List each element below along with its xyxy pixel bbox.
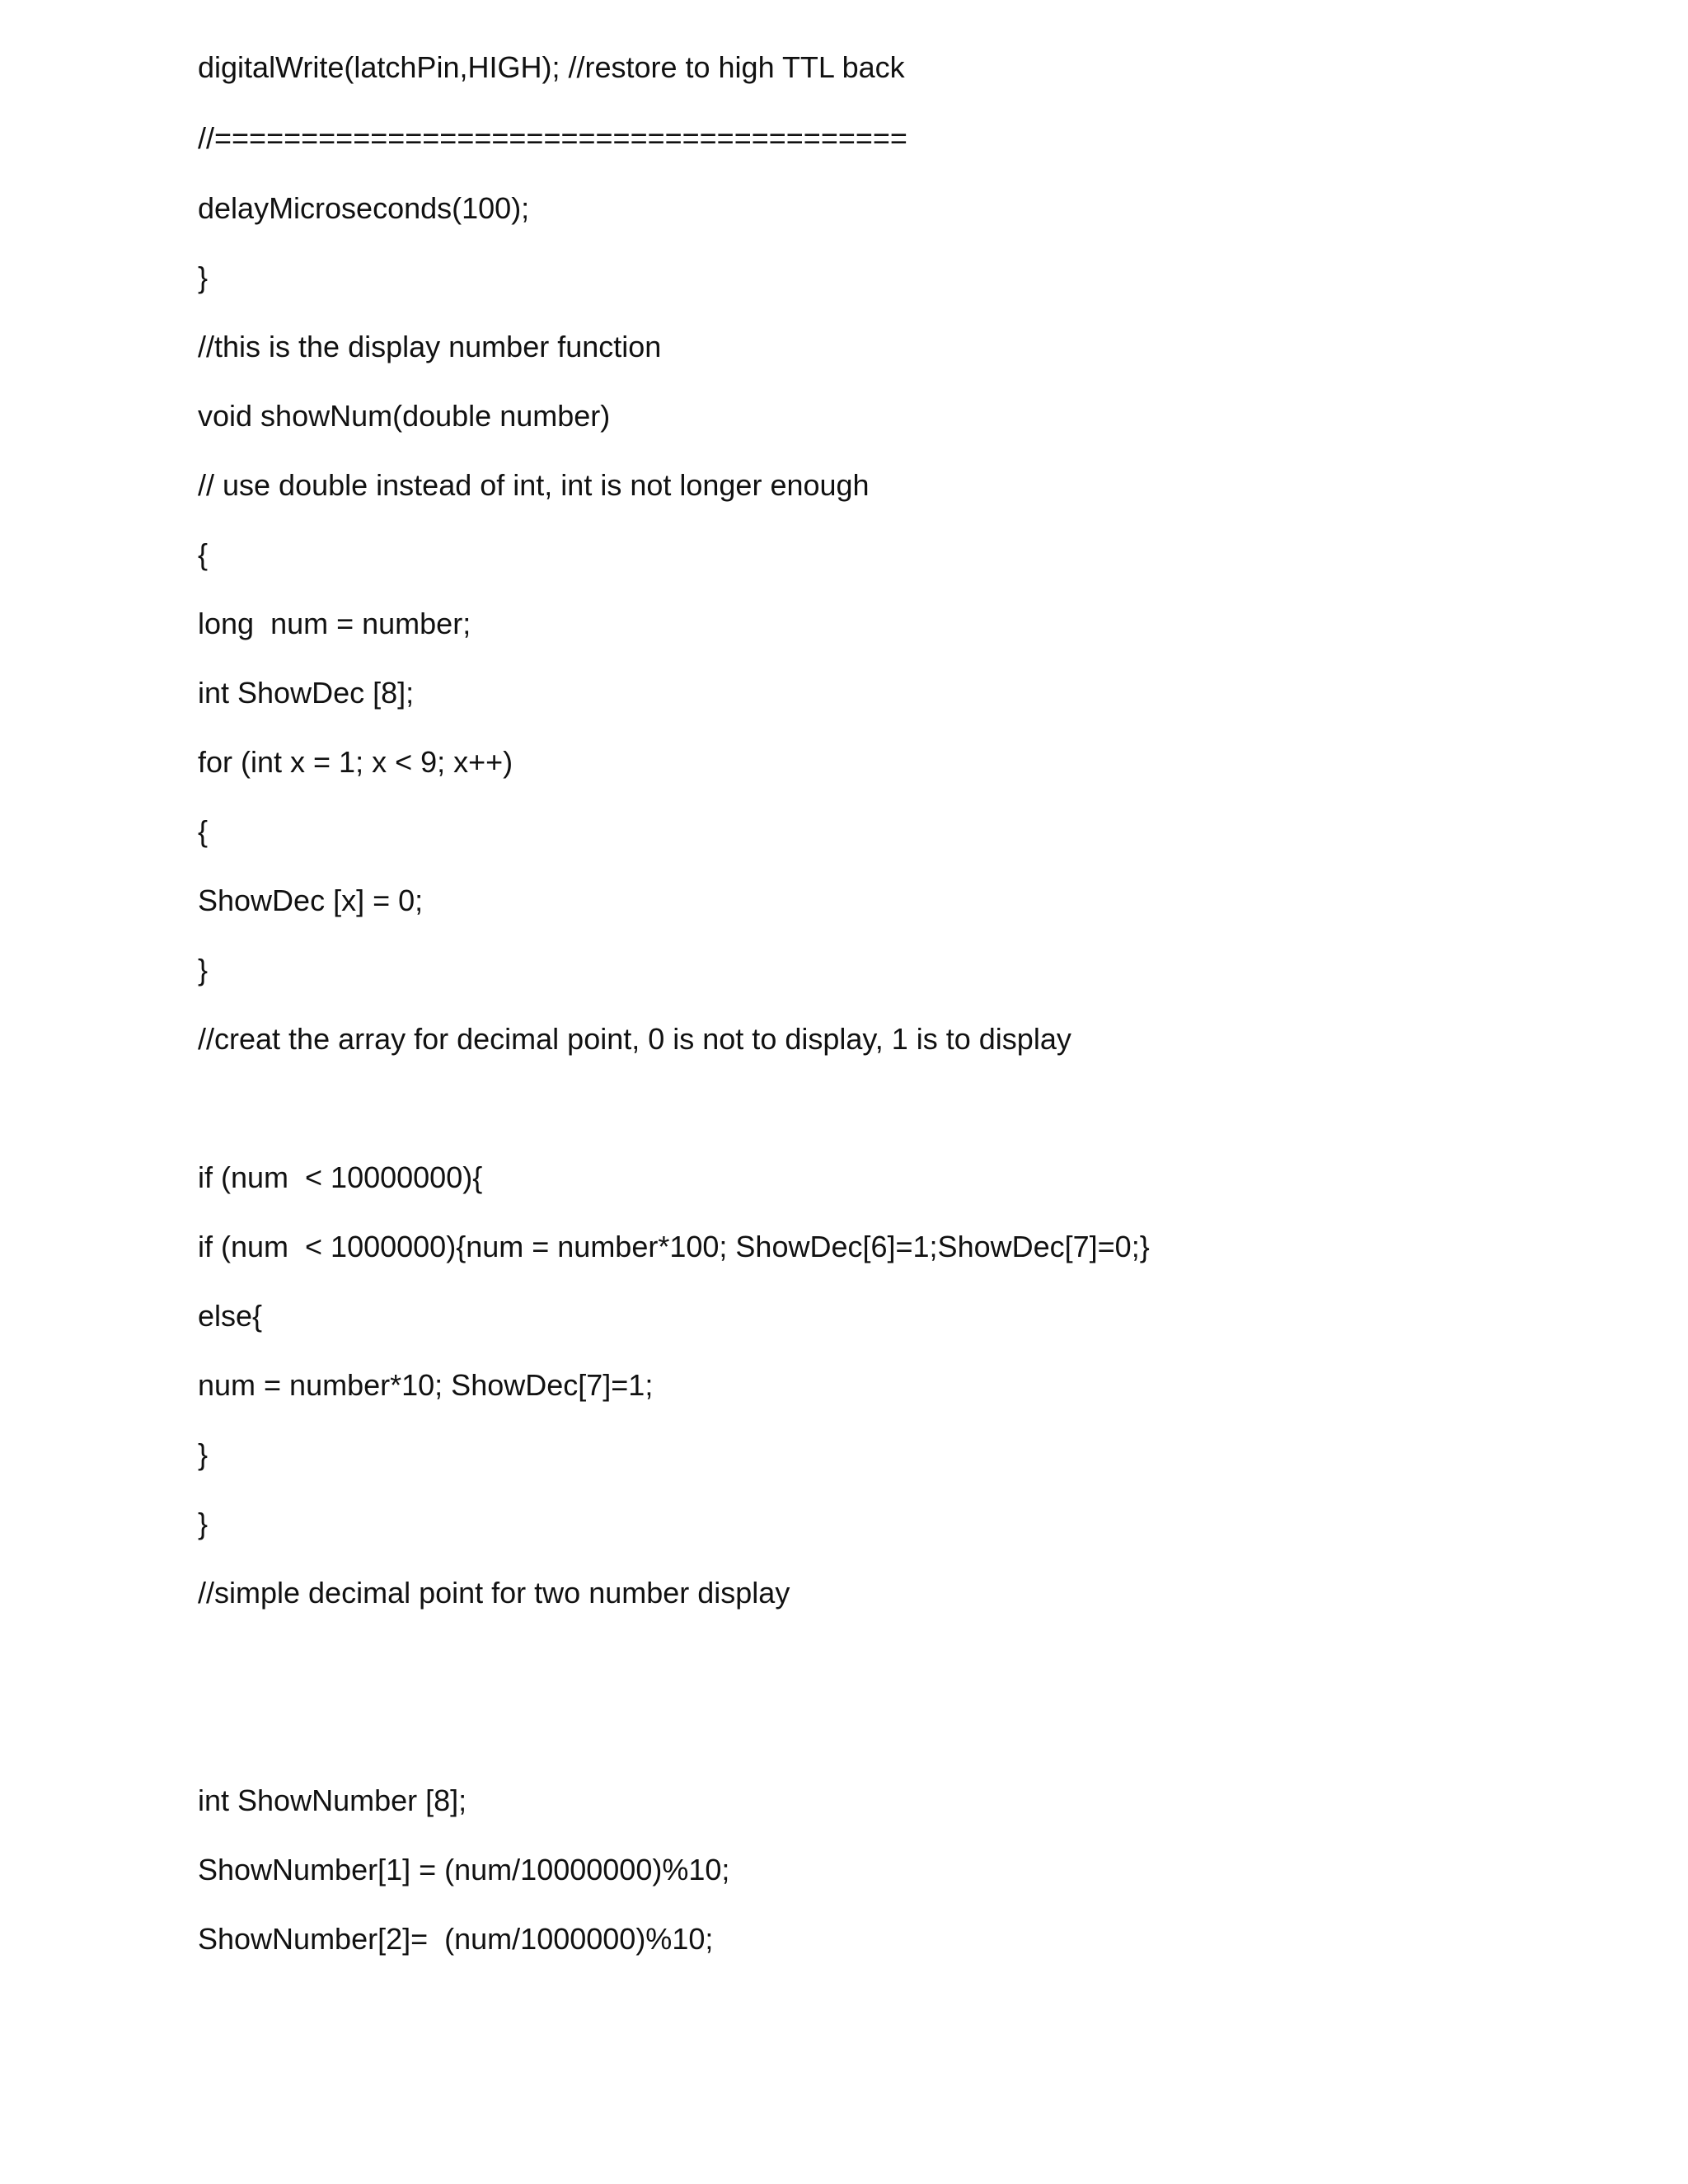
code-line-shownumber-2: ShowNumber[2]= (num/1000000)%10; xyxy=(198,1922,714,1956)
code-line-close-brace: } xyxy=(198,260,209,294)
code-line-shownumber-1: ShowNumber[1] = (num/10000000)%10; xyxy=(198,1853,730,1886)
code-line-long-num: long num = number; xyxy=(198,607,471,640)
code-line-separator: //======================================== xyxy=(198,121,907,155)
code-line-close-brace: } xyxy=(198,1437,209,1471)
code-line-showdec-zero: ShowDec [x] = 0; xyxy=(198,883,424,917)
code-line-num-times-ten: num = number*10; ShowDec[7]=1; xyxy=(198,1368,654,1402)
code-line-close-brace: } xyxy=(198,1507,209,1540)
code-line-open-brace: { xyxy=(198,537,209,571)
code-line-if-outer: if (num < 10000000){ xyxy=(198,1160,483,1194)
code-line-if-inner: if (num < 1000000){num = number*100; ShowDec[6]=1;ShowDec[7]=0;} xyxy=(198,1230,1150,1263)
code-line-close-brace: } xyxy=(198,953,209,987)
code-line-showdec-decl: int ShowDec [8]; xyxy=(198,676,415,710)
code-line-delay: delayMicroseconds(100); xyxy=(198,191,530,225)
code-line-function-sig: void showNum(double number) xyxy=(198,399,611,433)
code-line-else: else{ xyxy=(198,1299,263,1333)
code-line-comment-display: //this is the display number function xyxy=(198,330,662,363)
code-line-latch-restore: digitalWrite(latchPin,HIGH); //restore to high TTL back xyxy=(198,50,905,84)
code-line-comment-double: // use double instead of int, int is not longer enough xyxy=(198,468,870,502)
code-line-shownumber-decl: int ShowNumber [8]; xyxy=(198,1783,467,1817)
code-line-comment-simple: //simple decimal point for two number display xyxy=(198,1576,790,1610)
code-line-for-loop: for (int x = 1; x < 9; x++) xyxy=(198,745,513,779)
code-line-comment-array: //creat the array for decimal point, 0 is not to display, 1 is to display xyxy=(198,1022,1071,1056)
code-line-open-brace: { xyxy=(198,814,209,848)
